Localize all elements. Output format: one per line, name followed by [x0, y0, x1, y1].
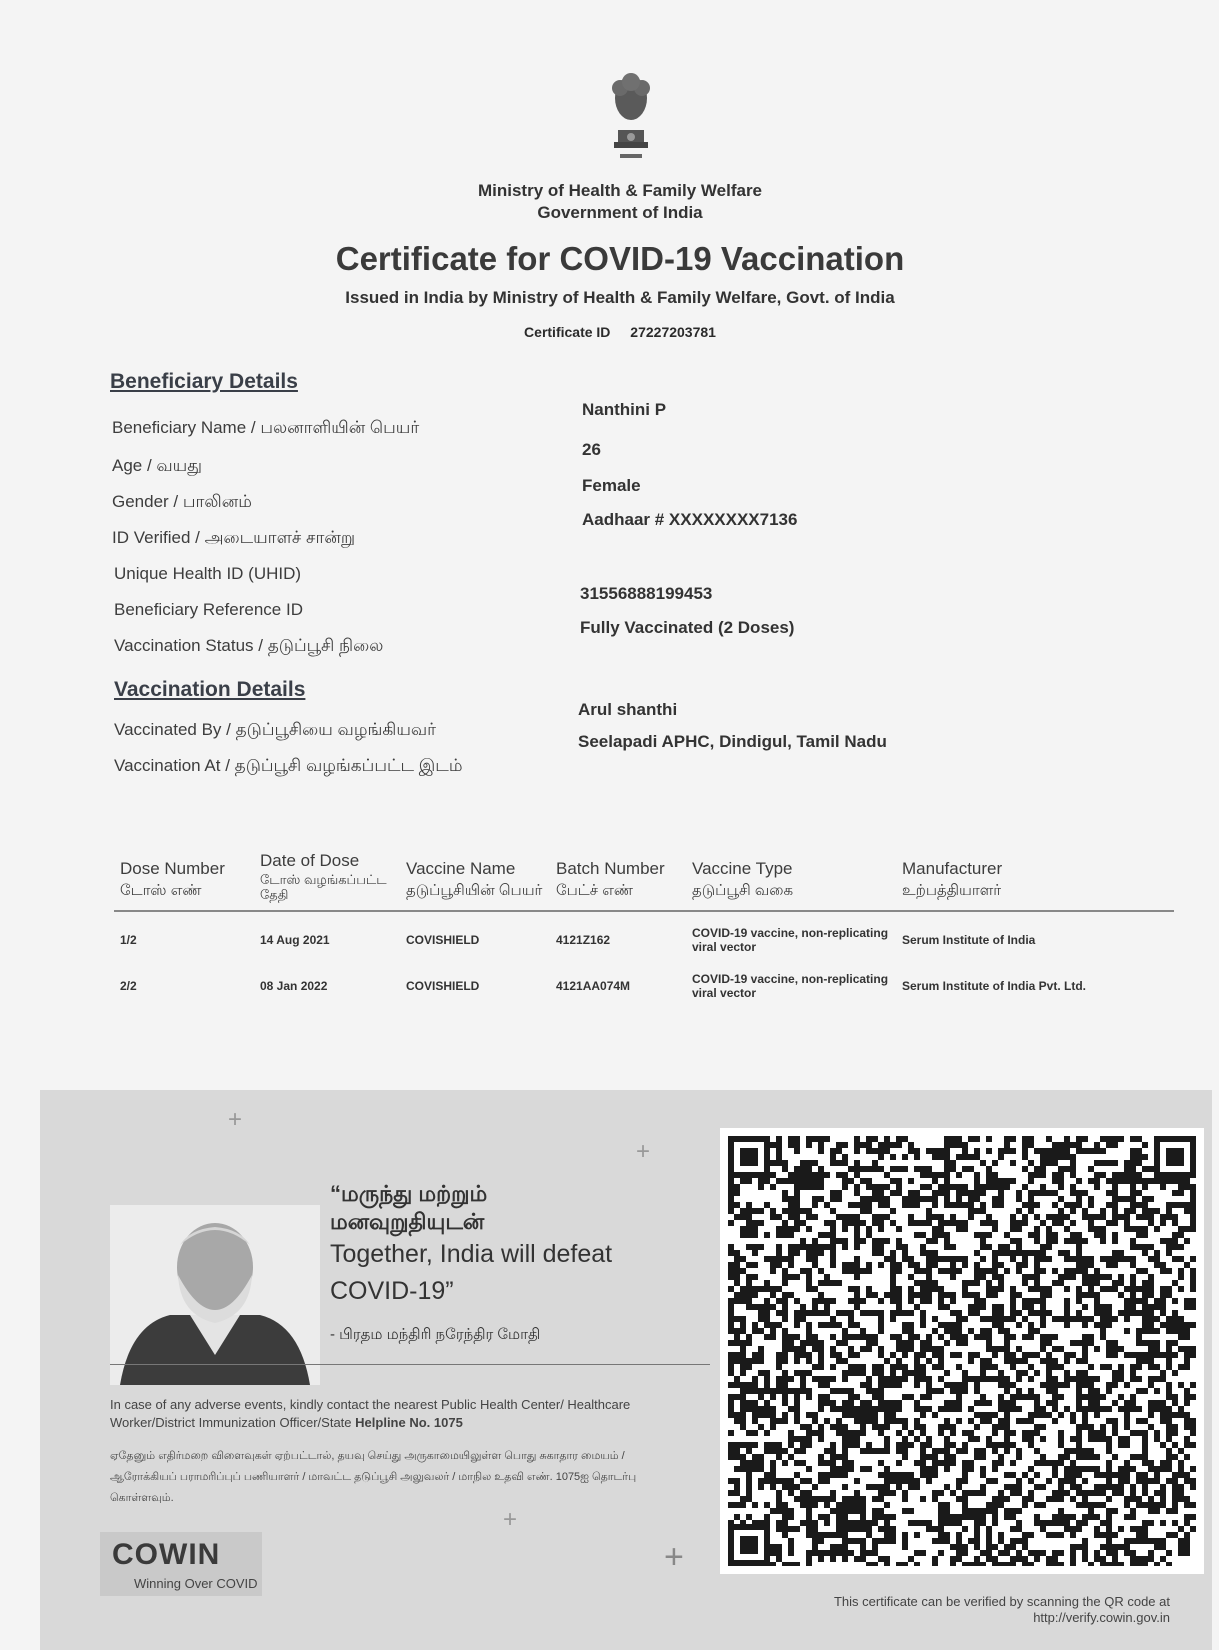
issued-by: Issued in India by Ministry of Health & Family Welfare, Govt. of India [345, 288, 895, 307]
plus-decoration-icon: + [503, 1506, 518, 1533]
table-row [114, 958, 1174, 1004]
quote-tamil-line-2: மனவுறுதியுடன் [330, 1209, 485, 1234]
ministry-heading [420, 180, 820, 224]
quote-english: Together, India will defeat COVID-19” [330, 1240, 613, 1305]
field-value-id-verified: Aadhaar # XXXXXXXX7136 [582, 510, 798, 529]
cell-manufacturer: Serum Institute of India Pvt. Ltd. [902, 979, 1087, 993]
plus-decoration-icon: + [664, 1538, 684, 1576]
field-label-uhid: Unique Health ID (UHID) [114, 564, 302, 583]
ministry-name: Ministry of Health & Family Welfare [477, 181, 763, 200]
cell-dose-number: 1/2 [120, 933, 137, 947]
table-row [114, 911, 1174, 958]
dose-table-header [114, 850, 1174, 911]
certificate-id-line [420, 324, 820, 340]
field-value-vaccinated-by: Arul shanthi [578, 700, 678, 719]
col-header-date-of-dose: Date of Dose டோஸ் வழங்கப்பட்ட தேதி [260, 851, 387, 902]
dose-table [114, 850, 1174, 1004]
cell-vaccine-type: COVID-19 vaccine, non-replicating viral vector [692, 972, 889, 1000]
beneficiary-heading: Beneficiary Details [110, 370, 298, 393]
cowin-logo: COWIN [112, 1538, 221, 1571]
plus-decoration-icon: + [228, 1106, 243, 1133]
qr-code[interactable] [720, 1128, 1204, 1574]
col-header-vaccine-type: Vaccine Type தடுப்பூசி வகை [692, 859, 794, 899]
certificate-id-label: Certificate ID [524, 324, 611, 340]
field-label-vaccination-at: Vaccination At / தடுப்பூசி வழங்கப்பட்ட இடம் [114, 756, 463, 775]
field-value-vaccination-at: Seelapadi APHC, Dindigul, Tamil Nadu [578, 732, 887, 751]
field-label-reference-id: Beneficiary Reference ID [114, 600, 303, 619]
vaccination-heading: Vaccination Details [114, 678, 306, 701]
field-value-age: 26 [582, 440, 601, 459]
divider [110, 1364, 710, 1365]
col-header-dose-number: Dose Number டோஸ் எண் [120, 859, 225, 899]
quote-tamil [330, 1180, 487, 1236]
field-label-age: Age / வயது [112, 456, 203, 475]
col-header-manufacturer: Manufacturer உற்பத்தியாளர் [902, 859, 1003, 899]
certificate-id-value: 27227203781 [630, 324, 716, 340]
national-emblem-icon [596, 68, 666, 168]
field-value-name: Nanthini P [582, 400, 667, 419]
cell-vaccine-type: COVID-19 vaccine, non-replicating viral vector [692, 926, 889, 954]
cell-vaccine-name: COVISHIELD [406, 933, 480, 947]
cell-date: 08 Jan 2022 [260, 979, 328, 993]
cell-dose-number: 2/2 [120, 979, 137, 993]
adverse-events-notice-tamil: ஏதேனும் எதிர்மறை விளைவுகள் ஏற்பட்டால், தயவு செய்து அருகாமையிலுள்ள பொது சுகாதார மையம் / ஆரோக்கியப் பராமரிப்புப் பணியாளர் / மாவட்ட தடுப்பூசி அலுவலர் / மாநில உதவி எண். 1075ஐ தொடர்பு கொள்ளவும். [110, 1450, 637, 1504]
col-header-batch-number: Batch Number பேட்ச் எண் [556, 859, 665, 899]
field-label-id-verified: ID Verified / அடையாளச் சான்று [112, 528, 356, 547]
field-label-vaccination-status: Vaccination Status / தடுப்பூசி நிலை [114, 636, 384, 655]
helpline-number: Helpline No. 1075 [355, 1415, 463, 1430]
portrait-photo [110, 1205, 320, 1385]
field-value-gender: Female [582, 476, 641, 495]
quote-tamil-line-1: “மருந்து மற்றும் [330, 1181, 488, 1206]
field-value-reference-id: 31556888199453 [580, 584, 713, 603]
certificate-title: Certificate for COVID-19 Vaccination [335, 240, 905, 277]
cell-batch-number: 4121AA074M [556, 979, 631, 993]
field-label-gender: Gender / பாலினம் [112, 492, 252, 511]
field-label-name: Beneficiary Name / பலனாளியின் பெயர் [112, 418, 420, 437]
field-label-vaccinated-by: Vaccinated By / தடுப்பூசியை வழங்கியவர் [114, 720, 437, 739]
government-name: Government of India [537, 203, 703, 222]
adverse-events-notice [110, 1396, 670, 1432]
cell-date: 14 Aug 2021 [260, 933, 330, 947]
cell-vaccine-name: COVISHIELD [406, 979, 480, 993]
field-value-vaccination-status: Fully Vaccinated (2 Doses) [580, 618, 795, 637]
qr-code-icon [728, 1136, 1196, 1566]
plus-decoration-icon: + [636, 1138, 651, 1165]
col-header-vaccine-name: Vaccine Name தடுப்பூசியின் பெயர் [406, 859, 543, 899]
cowin-tagline: Winning Over COVID [134, 1576, 258, 1591]
qr-verify-url: http://verify.cowin.gov.in [1033, 1610, 1170, 1625]
qr-verify-text: This certificate can be verified by scanning the QR code at [833, 1594, 1170, 1609]
cell-manufacturer: Serum Institute of India [902, 933, 1036, 947]
quote-attribution: - பிரதம மந்திரி நரேந்திர மோதி [330, 1326, 541, 1343]
adverse-events-text: In case of any adverse events, kindly contact the nearest Public Health Center/ Healthcare Worker/District Immunization Officer/State [110, 1397, 631, 1430]
cell-batch-number: 4121Z162 [556, 933, 611, 947]
qr-verify-note [760, 1594, 1170, 1626]
